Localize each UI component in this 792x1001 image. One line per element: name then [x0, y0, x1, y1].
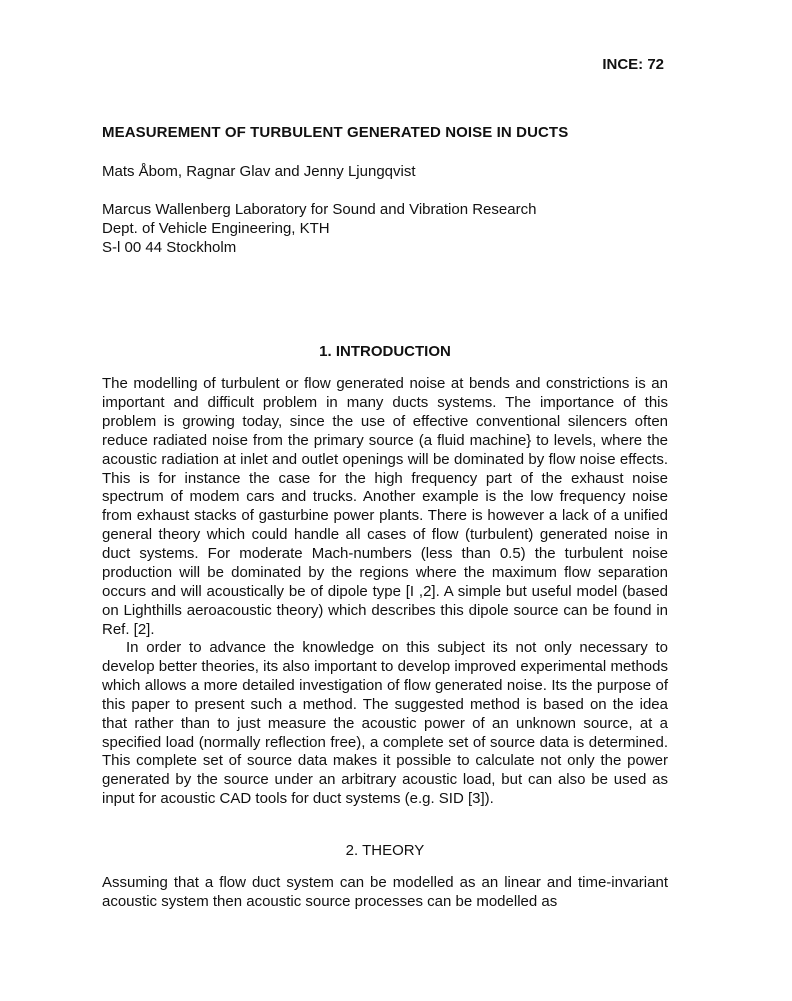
introduction-paragraph-2: In order to advance the knowledge on this subject its not only necessary to develop better theories, its also important to develop improved experimental methods which allows a more detailed investigation of flow generated noise. Its the purpose of this paper to present such a method. The suggested method is based on the idea that rather than to just measure the acoustic power of an unknown source, at a specified load (normally reflection free), a complete set of source data is determined. This complete set of source data makes it possible to calculate not only the power generated by the source under an arbitrary acoustic load, but can also be used as input for acoustic CAD tools for duct systems (e.g. SID [3]).: [102, 639, 668, 808]
theory-heading: 2. THEORY: [345, 842, 425, 859]
theory-paragraph-1: Assuming that a flow duct system can be modelled as an linear and time-invariant acoustic system then acoustic source processes can be modelled as: [102, 874, 668, 910]
affiliation-line-3: S-l 00 44 Stockholm: [102, 239, 237, 256]
introduction-heading: 1. INTRODUCTION: [319, 343, 451, 360]
paper-title: MEASUREMENT OF TURBULENT GENERATED NOISE IN DUCTS: [102, 124, 569, 141]
author-list: Mats Åbom, Ragnar Glav and Jenny Ljungqvist: [102, 163, 416, 180]
introduction-paragraph-1: The modelling of turbulent or flow generated noise at bends and constrictions is an important and difficult problem in many ducts systems. The importance of this problem is growing today, since the use of effective conventional silencers often reduce radiated noise from the primary source (a fluid machine} to levels, where the acoustic radiation at inlet and outlet openings will be dominated by flow noise effects. This is for instance the case for the high frequency part of the exhaust noise spectrum of modem cars and trucks. Another example is the low frequency noise from exhaust stacks of gasturbine power plants. There is however a lack of a unified general theory which could handle all cases of flow (turbulent) generated noise in duct systems. For moderate Mach-numbers (less than 0.5) the turbulent noise production will be dominated by the regions where the maximum flow separation occurs and will acoustically be of dipole type [I ,2]. A simple but useful model (based on Lighthills aeroacoustic theory) which describes this dipole source can be found in Ref. [2].: [102, 375, 668, 638]
paper-code: INCE: 72: [602, 56, 664, 73]
affiliation-line-2: Dept. of Vehicle Engineering, KTH: [102, 220, 330, 237]
affiliation-line-1: Marcus Wallenberg Laboratory for Sound and Vibration Research: [102, 201, 537, 218]
